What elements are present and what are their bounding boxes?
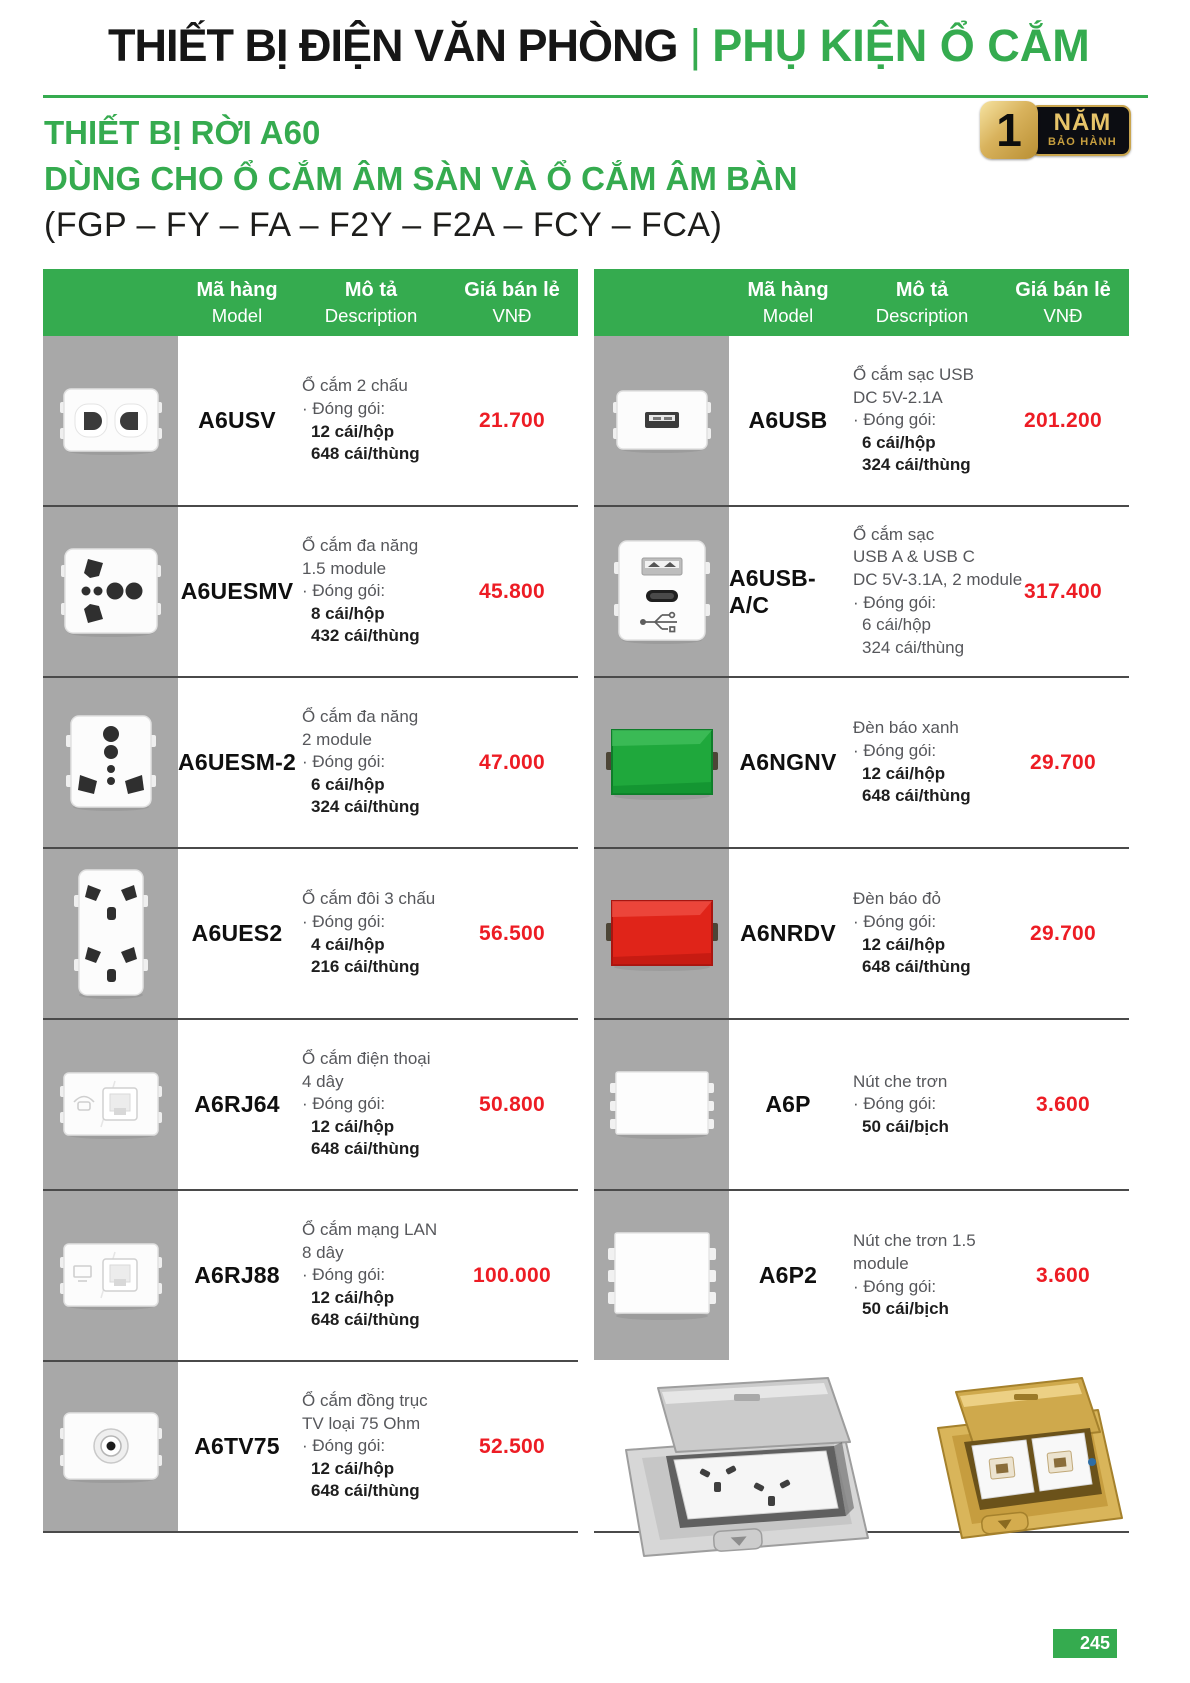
- description-line: · Đóng gói:: [302, 1436, 386, 1456]
- warranty-badge: [980, 101, 1131, 159]
- product-image-A6UESM-2: [43, 678, 178, 847]
- table-row: [43, 676, 578, 847]
- product-image-A6P2: [594, 1191, 729, 1360]
- description-line: Ổ cắm đôi 3 chấu: [302, 889, 436, 909]
- description-line: 2 module: [302, 729, 372, 749]
- subtitle-line-1: THIẾT BỊ RỜI A60: [44, 114, 321, 151]
- product-price: 100.000: [472, 1263, 551, 1287]
- description-line: · Đóng gói:: [302, 1265, 386, 1285]
- product-image-A6NGNV: [594, 678, 729, 847]
- description-line: Ổ cắm mạng LAN: [302, 1219, 438, 1239]
- page-title-black: THIẾT BỊ ĐIỆN VĂN PHÒNG: [108, 20, 678, 71]
- product-image-A6UESMV: [43, 507, 178, 676]
- floor-socket-photo-silver: [596, 1358, 876, 1568]
- description-line: · Đóng gói:: [302, 752, 386, 772]
- description-line: 216 cái/thùng: [311, 957, 420, 977]
- table-row: [594, 336, 1129, 505]
- table-row: [43, 336, 578, 505]
- header-divider: [43, 95, 1148, 98]
- product-description: [296, 336, 446, 505]
- description-line: module: [853, 1253, 909, 1273]
- description-line: 8 dây: [302, 1242, 344, 1262]
- description-line: 12 cái/hộp: [311, 1458, 395, 1478]
- description-line: 648 cái/thùng: [311, 1310, 420, 1330]
- description-line: 648 cái/thùng: [862, 786, 971, 806]
- description-line: 6 cái/hộp: [862, 615, 931, 635]
- description-line: 6 cái/hộp: [862, 432, 936, 452]
- table-row: [43, 505, 578, 676]
- description-line: 12 cái/hộp: [862, 934, 946, 954]
- product-description: [847, 678, 997, 847]
- description-line: 1.5 module: [302, 558, 387, 578]
- product-model: A6NRDV: [740, 920, 836, 946]
- product-description: [847, 1191, 997, 1360]
- description-line: 432 cái/thùng: [311, 626, 420, 646]
- description-line: · Đóng gói:: [853, 911, 937, 931]
- description-line: 324 cái/thùng: [311, 797, 420, 817]
- description-line: 12 cái/hộp: [862, 763, 946, 783]
- product-model: A6P2: [758, 1262, 818, 1288]
- description-line: Ổ cắm điện thoại: [302, 1048, 431, 1068]
- product-model: A6P: [765, 1091, 811, 1117]
- product-description: [296, 678, 446, 847]
- description-line: 648 cái/thùng: [311, 1139, 420, 1159]
- description-line: · Đóng gói:: [853, 1276, 937, 1296]
- description-line: · Đóng gói:: [853, 592, 937, 612]
- floor-socket-photo-gold: [922, 1366, 1132, 1571]
- description-line: Ổ cắm đồng trục: [302, 1390, 428, 1410]
- product-table-right: [594, 269, 1129, 1533]
- table-header-price: Giá bán lẻ VNĐ: [1015, 278, 1111, 326]
- description-line: Ổ cắm 2 chấu: [302, 376, 408, 396]
- subtitle-line-2: DÙNG CHO Ổ CẮM ÂM SÀN VÀ Ổ CẮM ÂM BÀN: [44, 160, 798, 197]
- product-description: [296, 1020, 446, 1189]
- product-price: 56.500: [478, 921, 546, 945]
- description-line: Nút che trơn 1.5: [853, 1231, 976, 1251]
- table-row: [43, 847, 578, 1018]
- product-image-A6P: [594, 1020, 729, 1189]
- table-row: [594, 505, 1129, 676]
- description-line: 4 cái/hộp: [311, 934, 385, 954]
- product-price: 45.800: [478, 579, 546, 603]
- description-line: 50 cái/bịch: [862, 1299, 949, 1319]
- description-line: · Đóng gói:: [302, 398, 386, 418]
- table-body-left: [43, 336, 578, 1531]
- product-model: A6TV75: [194, 1433, 280, 1459]
- product-model: A6NGNV: [739, 749, 837, 775]
- table-header-description: Mô tả Description: [324, 278, 418, 326]
- description-line: · Đóng gói:: [302, 581, 386, 601]
- product-table-left: [43, 269, 578, 1533]
- product-tables: [43, 269, 1129, 1533]
- product-price: 47.000: [478, 750, 546, 774]
- description-line: 648 cái/thùng: [862, 957, 971, 977]
- product-price: 201.200: [1023, 408, 1102, 432]
- product-model: A6USB: [748, 407, 828, 433]
- description-line: Đèn báo đỏ: [853, 889, 941, 909]
- description-line: Ổ cắm đa năng: [302, 535, 419, 555]
- product-description: [847, 1020, 997, 1189]
- description-line: · Đóng gói:: [853, 410, 937, 430]
- product-description: [847, 507, 1023, 676]
- table-header-model: Mã hàng Model: [196, 278, 278, 326]
- description-line: 648 cái/thùng: [311, 1481, 420, 1501]
- table-row: [43, 1189, 578, 1360]
- product-price: 3.600: [1035, 1263, 1091, 1287]
- table-header: [594, 269, 1129, 336]
- product-description: [296, 1191, 446, 1360]
- product-description: [296, 849, 446, 1018]
- product-model: A6UESMV: [180, 578, 294, 604]
- description-line: Nút che trơn: [853, 1071, 948, 1091]
- description-line: USB A & USB C: [853, 547, 975, 567]
- product-image-A6NRDV: [594, 849, 729, 1018]
- product-model: A6UES2: [191, 920, 283, 946]
- description-line: 324 cái/thùng: [862, 637, 965, 657]
- page-title-green: PHỤ KIỆN Ổ CẮM: [712, 20, 1090, 71]
- description-line: Ổ cắm sạc: [853, 524, 935, 544]
- product-model: A6RJ88: [194, 1262, 280, 1288]
- title-separator: |: [689, 20, 701, 71]
- product-model: A6RJ64: [194, 1091, 280, 1117]
- subtitle-series-codes: (FGP – FY – FA – F2Y – F2A – FCY – FCA): [44, 206, 723, 244]
- table-header-price: Giá bán lẻ VNĐ: [464, 278, 560, 326]
- description-line: 8 cái/hộp: [311, 603, 385, 623]
- product-price: 29.700: [1029, 750, 1097, 774]
- warranty-badge-line1: NĂM: [1053, 108, 1112, 136]
- product-model: A6UESM-2: [178, 749, 296, 775]
- table-header-description: Mô tả Description: [875, 278, 969, 326]
- table-body-right: [594, 336, 1129, 1360]
- description-line: 12 cái/hộp: [311, 1116, 395, 1136]
- product-image-A6USB-A/C: [594, 507, 729, 676]
- page-number: 245: [1079, 1633, 1110, 1653]
- product-price: 317.400: [1023, 579, 1102, 603]
- description-line: 50 cái/bịch: [862, 1116, 949, 1136]
- product-image-A6RJ64: [43, 1020, 178, 1189]
- table-row: [594, 1189, 1129, 1360]
- product-description: [296, 507, 446, 676]
- product-price: 3.600: [1035, 1092, 1091, 1116]
- product-description: [847, 849, 997, 1018]
- description-line: 12 cái/hộp: [311, 421, 395, 441]
- pop-up-floor-socket-gold-icon: [922, 1366, 1132, 1566]
- product-image-A6UES2: [43, 849, 178, 1018]
- description-line: · Đóng gói:: [302, 1094, 386, 1114]
- product-image-A6USB: [594, 336, 729, 505]
- table-header-image-col: [594, 269, 729, 336]
- description-line: · Đóng gói:: [853, 740, 937, 760]
- description-line: Đèn báo xanh: [853, 718, 959, 738]
- description-line: 6 cái/hộp: [311, 774, 385, 794]
- warranty-years-number: 1: [980, 101, 1038, 159]
- description-line: Ổ cắm đa năng: [302, 706, 419, 726]
- description-line: Ổ cắm sạc USB: [853, 364, 974, 384]
- table-header-model: Mã hàng Model: [747, 278, 829, 326]
- description-line: 324 cái/thùng: [862, 455, 971, 475]
- product-price: 50.800: [478, 1092, 546, 1116]
- product-model: A6USV: [198, 407, 276, 433]
- product-price: 52.500: [478, 1434, 546, 1458]
- table-row: [594, 676, 1129, 847]
- description-line: TV loại 75 Ohm: [302, 1413, 421, 1433]
- description-line: DC 5V-3.1A, 2 module: [853, 569, 1023, 589]
- product-description: [847, 336, 997, 505]
- product-price: 21.700: [478, 408, 546, 432]
- warranty-badge-label: [1030, 105, 1131, 156]
- pop-up-floor-socket-silver-icon: [596, 1358, 876, 1563]
- table-row: [594, 1018, 1129, 1189]
- description-line: DC 5V-2.1A: [853, 387, 943, 407]
- product-description: [296, 1362, 446, 1531]
- product-image-A6USV: [43, 336, 178, 505]
- product-price: 29.700: [1029, 921, 1097, 945]
- table-header: [43, 269, 578, 336]
- page-number-badge: [1053, 1629, 1117, 1658]
- description-line: · Đóng gói:: [853, 1094, 937, 1114]
- description-line: 4 dây: [302, 1071, 344, 1091]
- section-subtitle: [44, 110, 797, 248]
- table-row: [43, 1360, 578, 1531]
- table-row: [594, 847, 1129, 1018]
- description-line: 648 cái/thùng: [311, 444, 420, 464]
- product-image-A6RJ88: [43, 1191, 178, 1360]
- product-image-A6TV75: [43, 1362, 178, 1531]
- table-row: [43, 1018, 578, 1189]
- product-model: A6USB-A/C: [729, 564, 816, 618]
- table-header-image-col: [43, 269, 178, 336]
- page-title: [108, 20, 1090, 72]
- warranty-badge-line2: BẢO HÀNH: [1048, 135, 1117, 148]
- description-line: 12 cái/hộp: [311, 1287, 395, 1307]
- description-line: · Đóng gói:: [302, 911, 386, 931]
